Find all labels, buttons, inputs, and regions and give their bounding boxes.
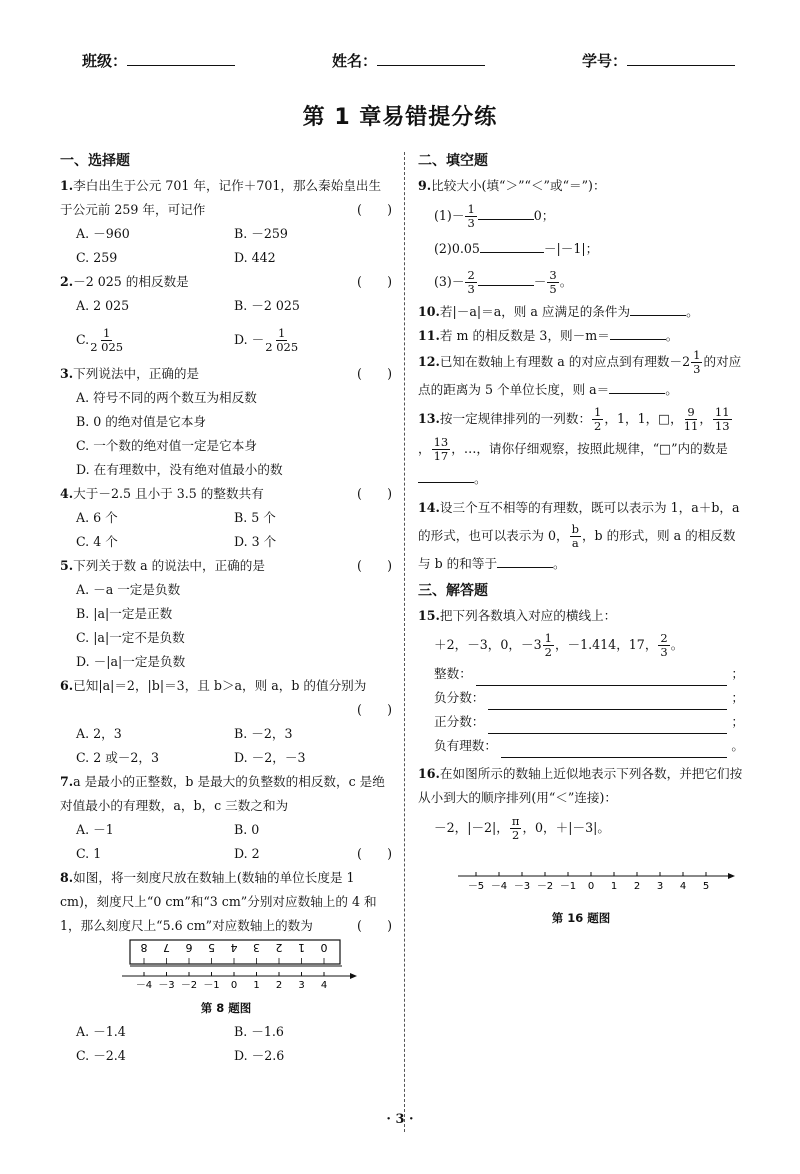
q-number: 1. bbox=[60, 178, 74, 193]
figure-16-caption: 第 16 题图 bbox=[551, 911, 611, 925]
q-text: －2 025 的相反数是 bbox=[73, 274, 189, 289]
option-a[interactable]: A. －960 bbox=[76, 226, 130, 241]
axis-tick-label: －3 bbox=[158, 980, 175, 988]
question-13: 13.按一定规律排列的一列数： $\frac{1}{2}$ ，1，1，□， $\frac{9}{11}$ ， $\frac{11}{13}$ ， $\frac{13}{17}$ ，…，请你仔细观察，按照此规律，“□”内的数是。 bbox=[418, 405, 730, 486]
section-answer-title: 三、解答题 bbox=[418, 583, 488, 599]
axis-tick-label: 3 bbox=[656, 881, 664, 892]
answer-blank[interactable] bbox=[497, 555, 553, 568]
option-c[interactable]: C. 4 个 bbox=[76, 534, 118, 549]
option-c[interactable]: C. |a|一定不是负数 bbox=[76, 630, 185, 645]
negative-rational-row[interactable]: 负有理数： 。 bbox=[418, 734, 744, 758]
question-1 bbox=[60, 174, 392, 270]
axis-tick-label: 1 bbox=[610, 881, 618, 892]
option-c[interactable]: C. 1 bbox=[76, 846, 102, 861]
option-a[interactable]: A. －1 bbox=[76, 822, 114, 837]
option-d[interactable]: D. 3 个 bbox=[234, 534, 277, 549]
q-number: 16. bbox=[418, 766, 440, 781]
answer-blank[interactable] bbox=[610, 327, 666, 340]
axis-tick-label: 0 bbox=[587, 881, 595, 892]
option-d[interactable]: D. －2，－3 bbox=[234, 750, 306, 765]
q-text: 设三个互不相等的有理数，既可以表示为 1，a＋b，a 的形式，也可以表示为 0， bbox=[418, 500, 740, 543]
option-a[interactable]: A. －a 一定是负数 bbox=[76, 582, 181, 597]
answer-blank[interactable] bbox=[480, 240, 544, 253]
answer-paren[interactable]: ( ) bbox=[356, 702, 392, 717]
section-choice-title: 一、选择题 bbox=[60, 153, 130, 169]
option-d[interactable]: D. 442 bbox=[234, 250, 276, 265]
option-d[interactable]: D. －2.6 bbox=[234, 1048, 285, 1063]
q-number: 15. bbox=[418, 608, 440, 623]
name-label: 姓名： bbox=[332, 52, 378, 70]
number-line-figure[interactable] bbox=[418, 864, 744, 904]
option-b[interactable]: B. －1.6 bbox=[234, 1024, 284, 1039]
option-a[interactable]: A. 符号不同的两个数互为相反数 bbox=[76, 390, 257, 405]
axis-tick-label: －2 bbox=[180, 980, 198, 988]
axis-tick-label: 2 bbox=[633, 881, 641, 892]
option-c[interactable]: C. 一个数的绝对值一定是它本身 bbox=[76, 438, 257, 453]
q-number: 3. bbox=[60, 366, 74, 381]
question-2 bbox=[60, 270, 392, 362]
axis-tick-label: 4 bbox=[320, 980, 328, 988]
question-4 bbox=[60, 482, 392, 554]
option-b[interactable]: B. 0 的绝对值是它本身 bbox=[76, 414, 207, 429]
option-c[interactable]: C. 2 或－2，3 bbox=[76, 750, 160, 765]
q9-part-3: (3)－ $\frac{2}{3}$ － $\frac{3}{5}$ 。 bbox=[434, 268, 573, 296]
question-9 bbox=[418, 174, 744, 300]
axis-tick-label: 1 bbox=[253, 980, 260, 988]
page-title: 第 1 章易错提分练 bbox=[302, 105, 498, 130]
q-number: 6. bbox=[60, 678, 74, 693]
ruler-digit: 3 bbox=[253, 941, 260, 954]
answer-blank[interactable] bbox=[478, 207, 534, 220]
ruler-digit: 8 bbox=[140, 941, 148, 954]
question-6 bbox=[60, 674, 392, 770]
answer-paren[interactable]: ( ) bbox=[356, 918, 392, 933]
q-text: 已知|a|＝2，|b|＝3，且 b＞a，则 a，b 的值分别为 bbox=[73, 678, 367, 693]
answer-paren[interactable]: ( ) bbox=[356, 202, 392, 217]
q-number: 2. bbox=[60, 274, 74, 289]
ruler-digit: 5 bbox=[208, 941, 215, 954]
positive-fraction-row[interactable]: 正分数： ； bbox=[418, 710, 744, 734]
question-14: 14.设三个互不相等的有理数，既可以表示为 1，a＋b，a 的形式，也可以表示为 0， $\frac{b}{a}$ ，b 的形式，则 a 的相反数与 b 的和等于 。 bbox=[418, 500, 740, 571]
axis-tick-label: 0 bbox=[230, 980, 238, 988]
axis-tick-label: －3 bbox=[513, 881, 531, 892]
q-text: 比较大小(填“＞”“＜”或“＝”)： bbox=[431, 178, 606, 193]
negative-fraction-row[interactable]: 负分数： ； bbox=[418, 686, 744, 710]
page-number: · 3 · bbox=[386, 1112, 414, 1127]
answer-blank[interactable] bbox=[630, 303, 686, 316]
id-field[interactable] bbox=[582, 50, 735, 71]
option-d[interactable]: D. 在有理数中，没有绝对值最小的数 bbox=[76, 462, 283, 477]
question-7 bbox=[60, 770, 392, 866]
q-number: 10. bbox=[418, 304, 440, 319]
q16-numbers: －2，|－2|， $\frac{\pi}{2}$ ，0，＋|－3|。 bbox=[434, 814, 610, 842]
q-number: 7. bbox=[60, 774, 74, 789]
axis-tick-label: 3 bbox=[298, 980, 305, 988]
q-text: 若 m 的相反数是 3，则－m＝ bbox=[439, 328, 610, 343]
option-d[interactable]: D. －|a|一定是负数 bbox=[76, 654, 186, 669]
answer-paren[interactable]: ( ) bbox=[356, 486, 392, 501]
q-number: 8. bbox=[60, 870, 74, 885]
right-column bbox=[418, 148, 744, 930]
axis-tick-label: 2 bbox=[275, 980, 283, 988]
q-text: 大于－2.5 且小于 3.5 的整数共有 bbox=[73, 486, 264, 501]
ruler-digit: 0 bbox=[320, 941, 328, 954]
option-a[interactable]: A. 2，3 bbox=[76, 726, 122, 741]
option-a[interactable]: A. 6 个 bbox=[76, 510, 118, 525]
question-3 bbox=[60, 362, 392, 482]
q-text: 若|－a|＝a，则 a 应满足的条件为 bbox=[439, 304, 631, 319]
q-number: 12. bbox=[418, 354, 440, 369]
answer-paren[interactable]: ( ) bbox=[356, 558, 392, 573]
question-16 bbox=[418, 762, 744, 930]
q9-part-2: (2)0.05 －|－1|； bbox=[434, 241, 599, 256]
answer-paren[interactable]: ( ) bbox=[356, 366, 392, 381]
q-text: 把下列各数填入对应的横线上： bbox=[439, 608, 617, 623]
answer-blank[interactable] bbox=[478, 273, 534, 286]
axis-arrow bbox=[350, 973, 357, 979]
q-number: 13. bbox=[418, 411, 440, 426]
axis-tick-label: －4 bbox=[135, 980, 153, 988]
integer-row[interactable]: 整数： ； bbox=[418, 662, 744, 686]
column-divider bbox=[404, 152, 405, 1132]
option-b[interactable]: B. |a|一定是正数 bbox=[76, 606, 173, 621]
option-a[interactable]: A. 2 025 bbox=[76, 298, 130, 313]
question-12: 12.已知在数轴上有理数 a 的对应点到有理数－2 $\frac{1}{3}$ 的对应点的距离为 5 个单位长度，则 a＝ 。 bbox=[418, 348, 742, 397]
question-8 bbox=[60, 866, 392, 1068]
ruler-digit: 2 bbox=[275, 941, 283, 954]
question-5 bbox=[60, 554, 392, 674]
q-number: 4. bbox=[60, 486, 74, 501]
q-text: a 是最小的正整数，b 是最大的负整数的相反数，c 是绝对值最小的有理数，a，b，c 三数之和为 bbox=[60, 774, 385, 813]
q-text: 在如图所示的数轴上近似地表示下列各数，并把它们按从小到大的顺序排列(用“＜”连接)： bbox=[418, 766, 743, 805]
option-b[interactable]: B. 5 个 bbox=[234, 510, 276, 525]
axis-tick-label: －2 bbox=[536, 881, 554, 892]
option-b[interactable]: B. 0 bbox=[234, 822, 260, 837]
ruler-digit: 7 bbox=[163, 941, 170, 954]
figure-8-caption: 第 8 题图 bbox=[200, 1001, 252, 1015]
answer-paren[interactable]: ( ) bbox=[356, 274, 392, 289]
question-15 bbox=[418, 604, 744, 758]
option-c[interactable]: C. 259 bbox=[76, 250, 118, 265]
option-d[interactable]: D. 2 bbox=[234, 846, 260, 861]
class-label: 班级： bbox=[82, 52, 128, 70]
option-c[interactable]: C. $\frac{1}{2 025}$ bbox=[76, 326, 124, 354]
q-number: 9. bbox=[418, 178, 432, 193]
q15-numbers: ＋2，－3，0，－3 $\frac{1}{2}$ ，－1.414，17， $\frac{2}{3}$ 。 bbox=[434, 631, 684, 659]
class-field[interactable] bbox=[82, 50, 235, 71]
section-fill-title: 二、填空题 bbox=[418, 153, 488, 169]
axis-tick-label: 5 bbox=[702, 881, 710, 892]
q-text: 已知在数轴上有理数 a 的对应点到有理数－2 bbox=[439, 354, 691, 369]
axis-arrow bbox=[728, 873, 735, 879]
axis-tick-label: －1 bbox=[559, 881, 577, 892]
answer-paren[interactable]: ( ) bbox=[356, 846, 392, 861]
axis-tick-label: －4 bbox=[490, 881, 508, 892]
student-info-header bbox=[82, 50, 740, 74]
q-number: 14. bbox=[418, 500, 440, 515]
option-d[interactable]: D. － $\frac{1}{2 025}$ bbox=[234, 326, 299, 354]
q-text: 按一定规律排列的一列数： bbox=[439, 411, 592, 426]
ruler-digit: 4 bbox=[230, 941, 238, 954]
option-c[interactable]: C. －2.4 bbox=[76, 1048, 126, 1063]
option-b[interactable]: B. －2 025 bbox=[234, 298, 300, 313]
axis-tick-label: 4 bbox=[679, 881, 687, 892]
question-10: 10.若|－a|＝a，则 a 应满足的条件为 。 bbox=[418, 304, 699, 319]
q-text: 下列关于数 a 的说法中，正确的是 bbox=[73, 558, 265, 573]
ruler-figure bbox=[60, 938, 392, 988]
axis-tick-label: －5 bbox=[467, 881, 485, 892]
q-text: 下列说法中，正确的是 bbox=[73, 366, 200, 381]
ruler-digit: 6 bbox=[185, 941, 193, 954]
q-text: 李白出生于公元 701 年，记作＋701，那么秦始皇出生于公元前 259 年，可记作 bbox=[60, 178, 382, 217]
q-number: 11. bbox=[418, 328, 440, 343]
answer-blank[interactable] bbox=[609, 381, 665, 394]
name-field[interactable] bbox=[332, 50, 485, 71]
q-number: 5. bbox=[60, 558, 74, 573]
left-column bbox=[60, 148, 392, 1068]
id-label: 学号： bbox=[582, 52, 628, 70]
question-11: 11.若 m 的相反数是 3，则－m＝ 。 bbox=[418, 328, 679, 343]
q9-part-1: (1)－ $\frac{1}{3}$ 0； bbox=[434, 202, 555, 230]
option-b[interactable]: B. －259 bbox=[234, 226, 288, 241]
q-text: 如图，将一刻度尺放在数轴上(数轴的单位长度是 1 cm)，刻度尺上“0 cm”和“3 cm”分别对应数轴上的 4 和 1，那么刻度尺上“5.6 cm”对应数轴上的数为 bbox=[60, 870, 377, 933]
option-b[interactable]: B. －2，3 bbox=[234, 726, 293, 741]
axis-tick-label: －1 bbox=[203, 980, 220, 988]
answer-blank[interactable] bbox=[418, 470, 474, 483]
ruler-digit: 1 bbox=[298, 941, 305, 954]
option-a[interactable]: A. －1.4 bbox=[76, 1024, 126, 1039]
